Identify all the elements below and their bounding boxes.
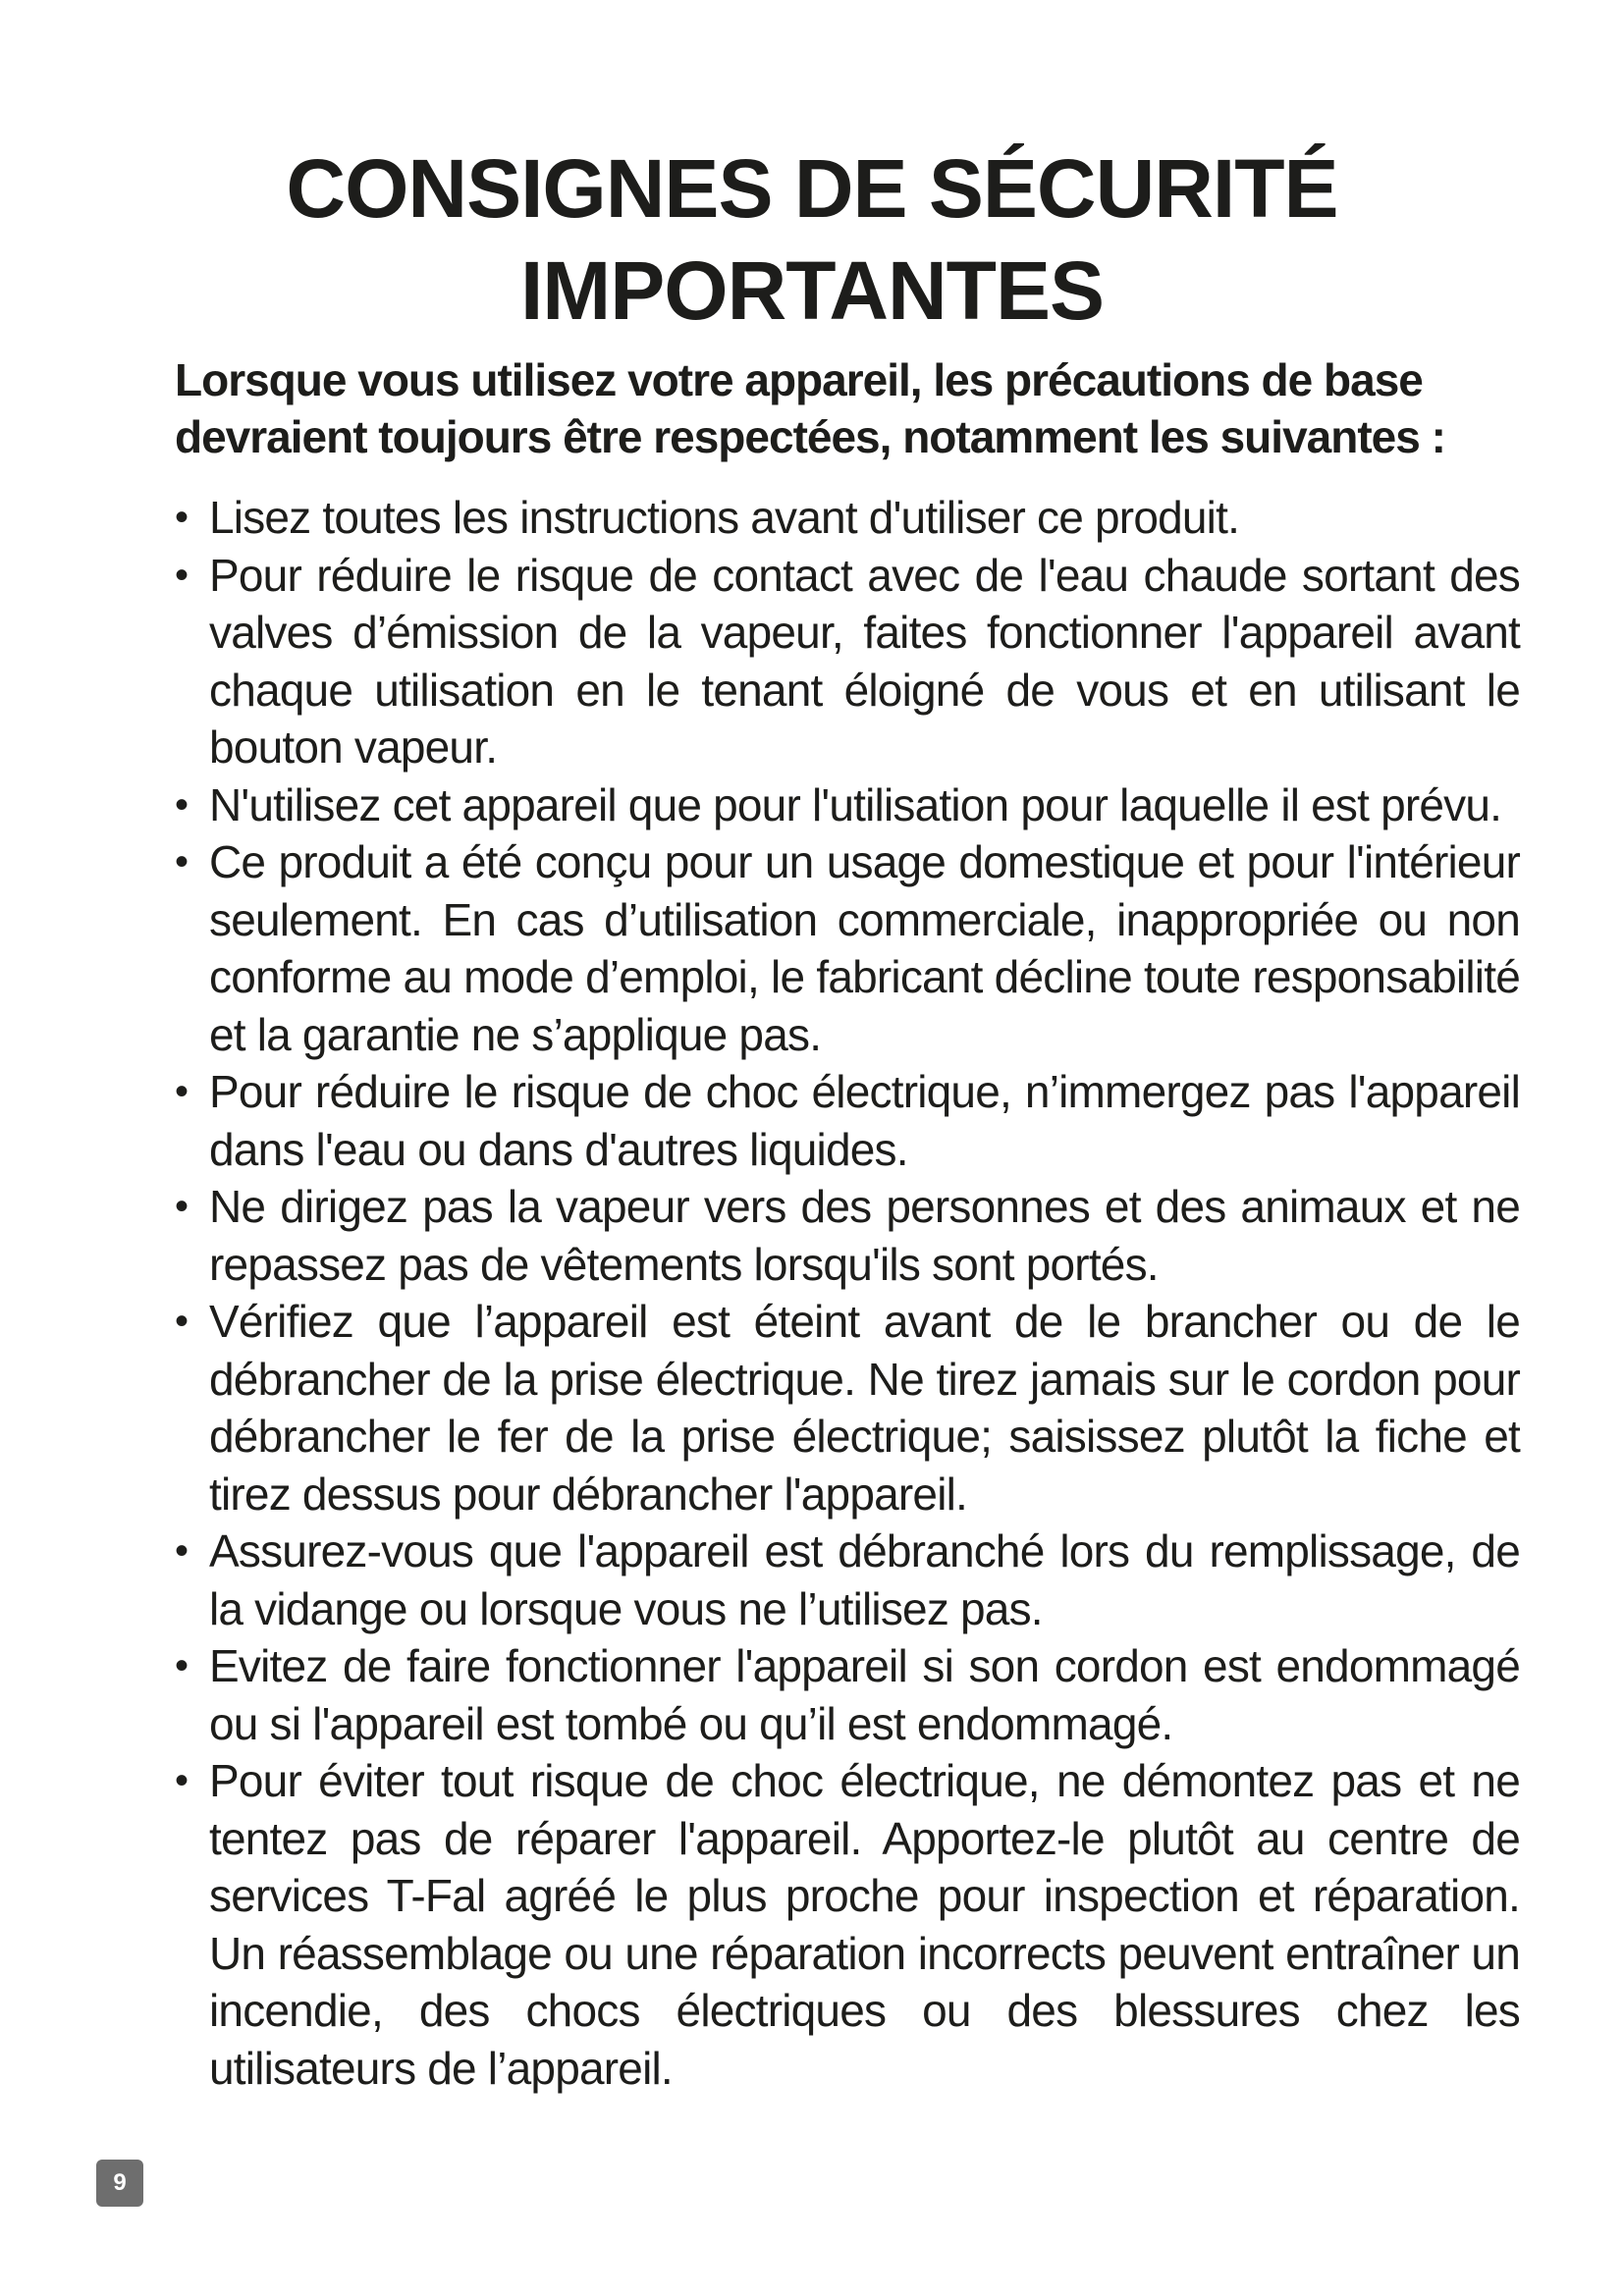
title-line-1: CONSIGNES DE SÉCURITÉ [286, 142, 1338, 235]
bullet-icon: • [175, 840, 189, 883]
list-item-text: Assurez-vous que l'appareil est débranché lors du remplissage, de la vidange ou lorsque vous ne l’utilisez pas. [209, 1525, 1520, 1634]
list-item [175, 1293, 1520, 1522]
bullet-icon: • [175, 1300, 189, 1343]
list-item [175, 1063, 1520, 1178]
list-item [175, 1522, 1520, 1637]
bullet-icon: • [175, 496, 189, 539]
list-item-text: Lisez toutes les instructions avant d'utiliser ce produit. [209, 492, 1240, 543]
list-item [175, 489, 1520, 547]
safety-rules-list [175, 489, 1520, 2097]
list-item [175, 1637, 1520, 1752]
list-item-text: Pour réduire le risque de contact avec de l'eau chaude sortant des valves d’émission de la vapeur, faites fonctionner l'appareil avant chaque utilisation en le tenant éloigné de vous et en utilisant le bouton vapeur. [209, 549, 1520, 773]
bullet-icon: • [175, 1529, 189, 1573]
list-item-text: Ne dirigez pas la vapeur vers des personnes et des animaux et ne repassez pas de vêtements lorsqu'ils sont portés. [209, 1181, 1520, 1290]
list-item-text: Vérifiez que l’appareil est éteint avant de le brancher ou de le débrancher de la prise électrique. Ne tirez jamais sur le cordon pour débrancher le fer de la prise électrique; saisissez plutôt la fiche et tirez dessus pour débrancher l'appareil. [209, 1296, 1520, 1520]
bullet-icon: • [175, 1185, 189, 1228]
list-item [175, 776, 1520, 834]
list-item [175, 547, 1520, 776]
list-item-text: Evitez de faire fonctionner l'appareil si son cordon est endommagé ou si l'appareil est tombé ou qu’il est endommagé. [209, 1640, 1520, 1749]
list-item-text: Pour réduire le risque de choc électrique, n’immergez pas l'appareil dans l'eau ou dans d'autres liquides. [209, 1066, 1520, 1175]
bullet-icon: • [175, 1070, 189, 1113]
list-item [175, 833, 1520, 1063]
list-item-text: N'utilisez cet appareil que pour l'utilisation pour laquelle il est prévu. [209, 778, 1502, 830]
list-item [175, 1752, 1520, 2097]
bullet-icon: • [175, 782, 189, 827]
bullet-icon: • [175, 1759, 189, 1802]
bullet-icon: • [175, 553, 189, 597]
page-title [0, 137, 1624, 342]
list-item-text: Ce produit a été conçu pour un usage domestique et pour l'intérieur seulement. En cas d’utilisation commerciale, inappropriée ou non conforme au mode d’emploi, le fabricant décline toute responsabilité et la garantie ne s’applique pas. [209, 836, 1520, 1060]
intro-paragraph: Lorsque vous utilisez votre appareil, les précautions de base devraient toujours être respectées, notamment les suivantes : [175, 354, 1445, 462]
bullet-icon: • [175, 1644, 189, 1687]
title-line-2: IMPORTANTES [519, 244, 1105, 337]
page-number-badge: 9 [96, 2160, 143, 2207]
list-item-text: Pour éviter tout risque de choc électrique, ne démontez pas et ne tentez pas de réparer l'appareil. Apportez-le plutôt au centre de services T-Fal agréé le plus proche pour inspection et réparation. Un réassemblage ou une réparation incorrects peuvent entraîner un incendie, des chocs électriques ou des blessures chez les utilisateurs de l’appareil. [209, 1755, 1520, 2094]
list-item [175, 1178, 1520, 1293]
